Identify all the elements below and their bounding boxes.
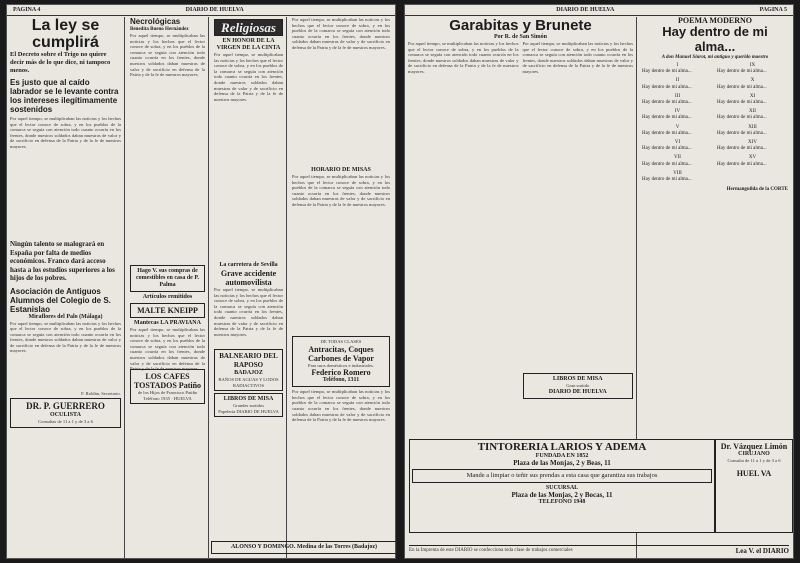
- tintoreria-tel: TELEFONO 1948: [538, 499, 586, 505]
- malte-ad: [130, 303, 205, 318]
- poem-stanza: [642, 78, 713, 90]
- praviana-ad: Mantecas LA PRAVIANA: [134, 320, 201, 326]
- stanza-number: IV: [674, 109, 681, 115]
- garabitas-body-2: Por aquel tiempo, se multiplicaban las noticias y los hechos que el lector conoce de sobra, y en los pueblos de la comarca se seguía con atención todo cuanto ocurría en los frentes, donde nuestros soldados daban muestras de valor y de sacrificio en defensa de la Patria y de la fe de nuestros mayores.: [522, 41, 633, 74]
- stanza-number: VIII: [673, 170, 682, 176]
- garabitas-author: Por R. de San Simón: [493, 34, 548, 40]
- right-page: [404, 4, 794, 559]
- antracita-title: Antracitas, Coques Carbones de Vapor: [308, 344, 374, 363]
- virgen-head: EN HONOR DE LA VIRGEN DE LA CINTA: [216, 38, 281, 51]
- article-subhead: Es justo que al caído labrador se le levante contra los intereses ilegítimamente sostenidos: [10, 78, 119, 114]
- limon-ad: [715, 439, 793, 533]
- doctor-role: OCULISTA: [50, 412, 81, 419]
- stanza-number: XV: [748, 155, 757, 161]
- accidente-body: Por aquel tiempo, se multiplicaban las noticias y los hechos que el lector conoce de sobra, y en los pueblos de la comarca se seguía con atención todo cuanto ocurría en los frentes, donde nuestros soldados daban muestras de valor y de sacrificio en defensa de la Patria y de la fe de nuestros mayores.: [214, 287, 283, 337]
- tintoreria-sucursal: SUCURSAL: [545, 485, 579, 491]
- stanza-text: Hay dentro de mi alma...: [642, 115, 692, 121]
- poem-stanza: [642, 171, 713, 183]
- stanza-number: XIV: [748, 140, 757, 146]
- antracita-ad: [292, 336, 390, 387]
- left-page-header: [7, 5, 395, 16]
- praviana-body: Por aquel tiempo, se multiplicaban las noticias y los hechos que el lector conoce de sobra, y en los pueblos de la comarca se seguía con atención todo cuanto ocurría en los frentes, donde nuestros soldados daban muestras de valor y de sacrificio en defensa de la Patria y de la fe de nuestros mayores.: [130, 327, 205, 372]
- doctor-ad: [10, 398, 121, 428]
- poem-dedication: A don Manuel Siurot, mi antiguo y querido maestro: [661, 55, 769, 60]
- horario-head: HORARIO DE MISAS: [311, 167, 371, 173]
- malte-name: MALTE KNEIPP: [137, 306, 198, 315]
- religiosas-title: Religiosas: [221, 20, 276, 35]
- page-number-right: PAGINA 5: [759, 7, 787, 13]
- antracita-head: DE TODAS CLASES: [320, 339, 362, 344]
- left-col-3: [211, 17, 287, 558]
- antracita-sub: Para usos domésticos e industriales.: [308, 362, 374, 368]
- balneario-title: BALNEARIO DEL RAPOSO: [219, 352, 278, 369]
- stanza-number: XI: [749, 93, 756, 99]
- stanza-number: XIII: [748, 124, 757, 130]
- stanza-number: VI: [674, 140, 681, 146]
- limon-detail: Consulta de 11 a 1 y de 3 a 6: [727, 458, 781, 463]
- stanza-number: X: [750, 78, 755, 84]
- necrologicas-title: Necrológicas: [130, 17, 181, 26]
- antracita-name: Federico Romero: [311, 368, 371, 378]
- poem-stanza: [642, 109, 713, 121]
- badajoz-text: ALONSO Y DOMINGO. Medina de las Torres (Badajoz): [230, 544, 378, 550]
- poem-title: Hay dentro de mi alma...: [662, 24, 768, 54]
- libros-place-left: Papelería DIARIO DE HUELVA: [218, 408, 279, 414]
- stanza-text: Hay dentro de mi alma...: [642, 100, 692, 106]
- article-title: La ley se cumplirá: [31, 17, 100, 51]
- poem-stanza: [642, 155, 713, 167]
- stanza-number: VII: [674, 155, 681, 161]
- assoc-sub: Miraflores del Palo (Málaga): [28, 313, 103, 320]
- poem-stanza: [717, 155, 788, 167]
- carretera-head: La carretera de Sevilla: [219, 262, 278, 268]
- left-col-4: [289, 17, 393, 558]
- lea-diario-text: Lea V. el DIARIO: [735, 547, 789, 555]
- page-number: PAGINA 4: [13, 7, 41, 13]
- badajoz-banner: [211, 541, 397, 554]
- libros-place-right: DIARIO DE HUELVA: [548, 388, 607, 395]
- stanza-number: V: [675, 124, 680, 130]
- stanza-number: I: [676, 63, 679, 68]
- limon-role: CIRUJANO: [738, 451, 770, 457]
- col4-body: Por aquel tiempo, se multiplicaban las noticias y los hechos que el lector conoce de sobra, y en los pueblos de la comarca se seguía con atención todo cuanto ocurría en los frentes, donde nuestros soldados daban muestras de valor y de sacrificio en defensa de la Patria y de la fe de nuestros mayores.: [292, 174, 390, 207]
- right-footer: [409, 545, 789, 555]
- poem-stanza: [717, 125, 788, 137]
- left-col-1: [7, 17, 125, 558]
- stanza-number: III: [675, 93, 680, 99]
- stanza-text: Hay dentro de mi alma...: [717, 115, 767, 121]
- garabitas-body-1: Por aquel tiempo, se multiplicaban las noticias y los hechos que el lector conoce de sobra, y en los pueblos de la comarca se seguía con atención todo cuanto ocurría en los frentes, donde nuestros soldados daban muestras de valor y de sacrificio en defensa de la Patria y de la fe de nuestros mayores.: [408, 41, 519, 74]
- comestibles-text: Hago V. sus compras de comestibles en casa de P. Palma: [136, 268, 199, 288]
- libros-sub-right: Gran surtido: [566, 383, 590, 388]
- libros-ad-right: [523, 373, 634, 399]
- religiosas-masthead: [214, 19, 283, 36]
- poem-stanza: [717, 63, 788, 75]
- stanza-text: Hay dentro de mi alma...: [717, 146, 767, 152]
- balneario-ad: [214, 349, 283, 391]
- tintoreria-address: Plaza de las Monjas, 2 y Beas, 11: [513, 459, 611, 467]
- stanza-number: II: [675, 78, 680, 84]
- poem-stanza: [717, 140, 788, 152]
- doctor-name: DR. P. GUERRERO: [26, 401, 105, 412]
- right-page-header: [405, 5, 793, 16]
- comestibles-ad: [130, 265, 205, 292]
- poem-stanzas: [642, 63, 788, 186]
- tintoreria-address2: Plaza de las Monjas, 2 y Bocas, 11: [511, 491, 613, 499]
- remitidos-label: Artículos remitidos: [142, 294, 193, 300]
- patino-tel: Teléfono 1935 · HUELVA: [143, 395, 192, 401]
- stanza-text: Hay dentro de mi alma...: [642, 130, 692, 136]
- stanza-text: Hay dentro de mi alma...: [642, 177, 692, 183]
- accidente-head: Grave accidente automovilista: [220, 269, 277, 287]
- newspaper-name-right: DIARIO DE HUELVA: [556, 7, 615, 13]
- libros-sub-left: Grandes surtidos: [232, 403, 264, 409]
- col4-body-bottom: Por aquel tiempo, se multiplicaban las noticias y los hechos que el lector conoce de sobra, y en los pueblos de la comarca se seguía con atención todo cuanto ocurría en los frentes, donde nuestros soldados daban muestras de valor y de sacrificio en defensa de la Patria y de la fe de nuestros mayores.: [292, 389, 390, 423]
- poem-signature: Hermanguilda de la CORTE: [726, 187, 788, 193]
- middle-text: Ningún talento se malogrará en España por falta de medios económicos. Franco dará acceso hasta a los estudios superiores a los hijos de los pobres.: [10, 240, 115, 282]
- necro-name: Benedita Bueno Hernández: [130, 27, 189, 32]
- stanza-text: Hay dentro de mi alma...: [642, 146, 692, 152]
- poem-stanza: [717, 78, 788, 90]
- imprenta-text: En la Imprenta de este DIARIO se confecciona toda clase de trabajos comerciales: [409, 548, 573, 553]
- doctor-detail: Consultas de 11 a 1 y de 3 a 6: [38, 419, 93, 425]
- left-page: [6, 4, 396, 559]
- tintoreria-slogan: Mande a limpiar o teñir sus prendas a esta casa que garantiza sus trabajos: [412, 469, 712, 483]
- libros-title-right: LIBROS DE MISA: [552, 376, 603, 382]
- tintoreria-ad: [409, 439, 715, 533]
- article-body: Por aquel tiempo, se multiplicaban las noticias y los hechos que el lector conoce de sobra, y en los pueblos de la comarca se seguía con atención todo cuanto ocurría en los frentes, donde nuestros soldados daban muestras de valor y de sacrificio en defensa de la Patria y de la fe de nuestros mayores.: [10, 116, 121, 149]
- col4-body-top: Por aquel tiempo, se multiplicaban las noticias y los hechos que el lector conoce de sobra, y en los pueblos de la comarca se seguía con atención todo cuanto ocurría en los frentes, donde nuestros soldados daban muestras de valor y de sacrificio en defensa de la Patria y de la fe de nuestros mayores.: [292, 17, 390, 50]
- tintoreria-title: TINTORERIA LARIOS Y ADEMA: [477, 441, 647, 453]
- necro-body: Por aquel tiempo, se multiplicaban las noticias y los hechos que el lector conoce de sobra, y en los pueblos de la comarca se seguía con atención todo cuanto ocurría en los frentes, donde nuestros soldados daban muestras de valor y de sacrificio en defensa de la Patria y de la fe de nuestros mayores.: [130, 33, 205, 78]
- assoc-signature: F. Roldán, Secretario.: [81, 390, 121, 396]
- balneario-sub: BADAJOZ: [234, 370, 263, 376]
- poem-stanza: [717, 94, 788, 106]
- stanza-text: Hay dentro de mi alma...: [717, 130, 767, 136]
- balneario-desc: BAÑOS DE AGUAS Y LODOS RADIACTIVOS: [218, 377, 279, 388]
- antracita-tel: Teléfono, 1311: [322, 377, 360, 384]
- garabitas-title: Garabitas y Brunete: [449, 17, 592, 34]
- stanza-text: Hay dentro de mi alma...: [717, 69, 767, 75]
- libros-ad-left: [214, 393, 283, 417]
- libros-title-left: LIBROS DE MISA: [223, 396, 274, 403]
- patino-ad: [130, 369, 205, 404]
- poem-stanza: [642, 94, 713, 106]
- stanza-text: Hay dentro de mi alma...: [642, 69, 692, 75]
- stanza-text: Hay dentro de mi alma...: [642, 84, 692, 90]
- stanza-number: IX: [749, 63, 756, 68]
- tintoreria-founded: FUNDADA EN 1852: [535, 453, 589, 459]
- patino-sub: de los Hijos de Francisco Patiño: [137, 390, 198, 395]
- stanza-column-b: [717, 63, 788, 186]
- article-intro: El Decreto sobre el Trigo no quiere decir más de lo que dice, ni tampoco menos.: [10, 51, 111, 74]
- patino-name: LOS CAFES TOSTADOS Patiño: [133, 372, 202, 390]
- poem-label: POEMA MODERNO: [678, 16, 752, 25]
- stanza-number: XII: [749, 109, 756, 115]
- limon-name: Dr. Vázquez Limón: [720, 442, 788, 451]
- poem-stanza: [717, 109, 788, 121]
- stanza-text: Hay dentro de mi alma...: [717, 100, 767, 106]
- stanza-column-a: [642, 63, 713, 186]
- left-col-2: [127, 17, 209, 558]
- religiosas-body: Por aquel tiempo, se multiplicaban las noticias y los hechos que el lector conoce de sobra, y en los pueblos de la comarca se seguía con atención todo cuanto ocurría en los frentes, donde nuestros soldados daban muestras de valor y de sacrificio en defensa de la Patria y de la fe de nuestros mayores.: [214, 52, 283, 102]
- stanza-text: Hay dentro de mi alma...: [717, 161, 767, 167]
- newspaper-name: DIARIO DE HUELVA: [185, 7, 244, 13]
- stanza-text: Hay dentro de mi alma...: [717, 84, 767, 90]
- assoc-body: Por aquel tiempo, se multiplicaban las noticias y los hechos que el lector conoce de sobra, y en los pueblos de la comarca se seguía con atención todo cuanto ocurría en los frentes, donde nuestros soldados daban muestras de valor y de sacrificio en defensa de la Patria y de la fe de nuestros mayores.: [10, 320, 121, 354]
- assoc-title: Asociación de Antiguos Alumnos del Colegio de S. Estanislao: [10, 286, 111, 314]
- poem-stanza: [642, 140, 713, 152]
- stanza-text: Hay dentro de mi alma...: [642, 161, 692, 167]
- newspaper-spread: [6, 4, 794, 559]
- poem-stanza: [642, 125, 713, 137]
- limon-place: HUEL VA: [736, 468, 772, 478]
- poem-stanza: [642, 63, 713, 75]
